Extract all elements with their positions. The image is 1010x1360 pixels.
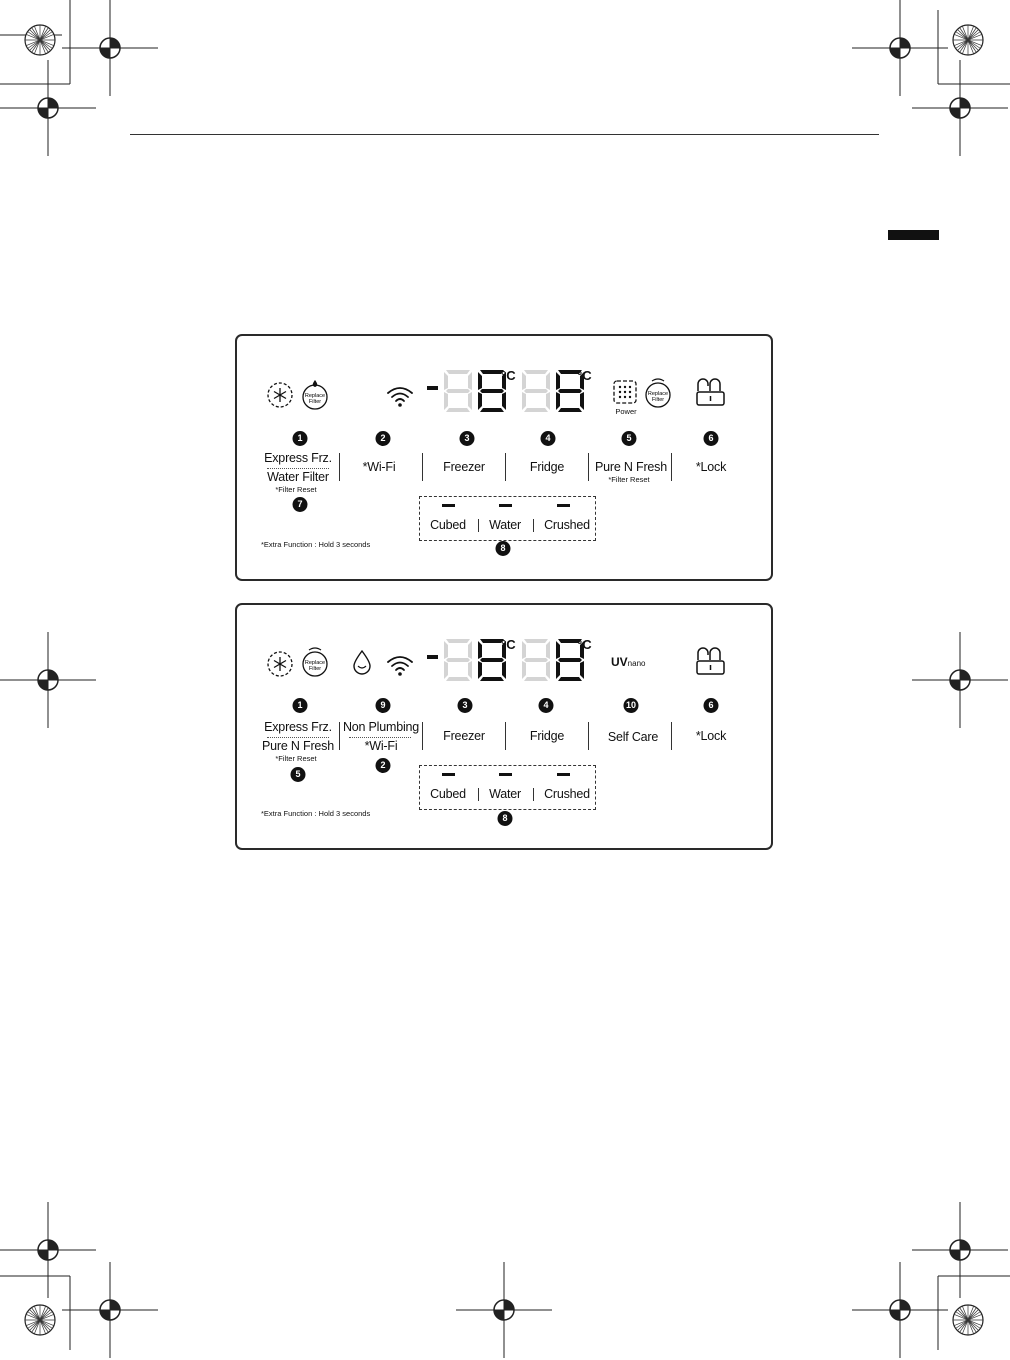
svg-text:Filter: Filter bbox=[308, 399, 322, 405]
callout-9: 9 bbox=[376, 698, 391, 713]
crushed-label: Crushed bbox=[544, 787, 590, 801]
language-tab-marker bbox=[888, 230, 939, 240]
wifi-label: *Wi-Fi bbox=[362, 460, 396, 474]
water-indicator bbox=[499, 773, 512, 776]
freezer-label: Freezer bbox=[443, 729, 485, 743]
replace-filter-icon-2 bbox=[642, 376, 674, 410]
separator bbox=[478, 788, 479, 801]
minus-segment bbox=[427, 655, 438, 659]
cubed-label: Cubed bbox=[430, 787, 466, 801]
water-label: Water bbox=[489, 518, 521, 532]
label-divider bbox=[267, 468, 329, 469]
callout-7: 7 bbox=[293, 497, 308, 512]
control-panel-standard bbox=[235, 334, 773, 581]
callout-8: 8 bbox=[496, 541, 511, 556]
self-care-label: Self Care bbox=[607, 730, 659, 744]
uvnano-logo: UVnano bbox=[611, 655, 646, 669]
crushed-indicator bbox=[557, 773, 570, 776]
svg-text:Replace: Replace bbox=[304, 660, 326, 666]
lock-icon bbox=[693, 376, 727, 408]
non-plumbing-icon bbox=[347, 647, 377, 677]
crushed-indicator bbox=[557, 504, 570, 507]
separator bbox=[422, 453, 423, 481]
pure-n-fresh-label: Pure N Fresh bbox=[595, 460, 667, 474]
separator bbox=[339, 722, 340, 750]
separator bbox=[339, 453, 340, 481]
separator bbox=[588, 453, 589, 481]
separator bbox=[671, 453, 672, 481]
fridge-label: Fridge bbox=[529, 729, 565, 743]
separator bbox=[505, 453, 506, 481]
filter-reset-note-2: *Filter Reset bbox=[608, 475, 650, 484]
callout-5: 5 bbox=[291, 767, 306, 782]
extra-function-note: *Extra Function : Hold 3 seconds bbox=[261, 809, 371, 818]
separator bbox=[533, 519, 534, 532]
callout-3: 3 bbox=[458, 698, 473, 713]
svg-text:Filter: Filter bbox=[651, 397, 665, 403]
wifi-label: *Wi-Fi bbox=[364, 739, 398, 753]
water-label: Water bbox=[489, 787, 521, 801]
cubed-indicator bbox=[442, 504, 455, 507]
fridge-unit: °C bbox=[577, 368, 592, 383]
cubed-indicator bbox=[442, 773, 455, 776]
cubed-label: Cubed bbox=[430, 518, 466, 532]
crushed-label: Crushed bbox=[544, 518, 590, 532]
svg-text:Replace: Replace bbox=[647, 391, 669, 397]
pure-n-fresh-icon bbox=[611, 378, 639, 406]
express-freeze-label: Express Frz. bbox=[264, 451, 332, 465]
wifi-icon bbox=[385, 653, 415, 677]
water-indicator bbox=[499, 504, 512, 507]
callout-4: 4 bbox=[539, 698, 554, 713]
callout-6: 6 bbox=[704, 698, 719, 713]
water-filter-label: Water Filter bbox=[267, 470, 329, 484]
lock-label: *Lock bbox=[695, 729, 727, 743]
separator bbox=[478, 519, 479, 532]
replace-filter-icon bbox=[299, 645, 331, 679]
minus-segment bbox=[427, 386, 438, 390]
callout-2: 2 bbox=[376, 758, 391, 773]
separator bbox=[422, 722, 423, 750]
express-freeze-icon bbox=[265, 649, 295, 679]
callout-6: 6 bbox=[704, 431, 719, 446]
express-freeze-label: Express Frz. bbox=[264, 720, 332, 734]
control-panel-non-plumbing bbox=[235, 603, 773, 850]
callout-10: 10 bbox=[624, 698, 639, 713]
callout-1: 1 bbox=[293, 431, 308, 446]
separator bbox=[505, 722, 506, 750]
fridge-unit: °C bbox=[577, 637, 592, 652]
callout-2: 2 bbox=[376, 431, 391, 446]
callout-3: 3 bbox=[460, 431, 475, 446]
svg-text:Replace: Replace bbox=[304, 393, 326, 399]
wifi-icon bbox=[385, 384, 415, 408]
svg-text:Filter: Filter bbox=[308, 666, 322, 672]
callout-4: 4 bbox=[541, 431, 556, 446]
freezer-label: Freezer bbox=[443, 460, 485, 474]
freezer-unit: °C bbox=[501, 637, 516, 652]
filter-reset-note: *Filter Reset bbox=[275, 754, 317, 763]
filter-reset-note-1: *Filter Reset bbox=[275, 485, 317, 494]
pure-n-fresh-label: Pure N Fresh bbox=[262, 739, 334, 753]
non-plumbing-label: Non Plumbing bbox=[342, 720, 420, 734]
header-rule bbox=[130, 134, 879, 135]
callout-1: 1 bbox=[293, 698, 308, 713]
separator bbox=[671, 722, 672, 750]
freezer-unit: °C bbox=[501, 368, 516, 383]
fridge-label: Fridge bbox=[529, 460, 565, 474]
separator bbox=[533, 788, 534, 801]
separator bbox=[588, 722, 589, 750]
callout-8: 8 bbox=[498, 811, 513, 826]
power-label: Power bbox=[615, 407, 637, 416]
express-freeze-icon bbox=[265, 380, 295, 410]
replace-filter-icon bbox=[299, 378, 331, 412]
callout-5: 5 bbox=[622, 431, 637, 446]
lock-label: *Lock bbox=[695, 460, 727, 474]
label-divider bbox=[349, 737, 411, 738]
label-divider bbox=[267, 737, 329, 738]
extra-function-note: *Extra Function : Hold 3 seconds bbox=[261, 540, 371, 549]
lock-icon bbox=[693, 645, 727, 677]
